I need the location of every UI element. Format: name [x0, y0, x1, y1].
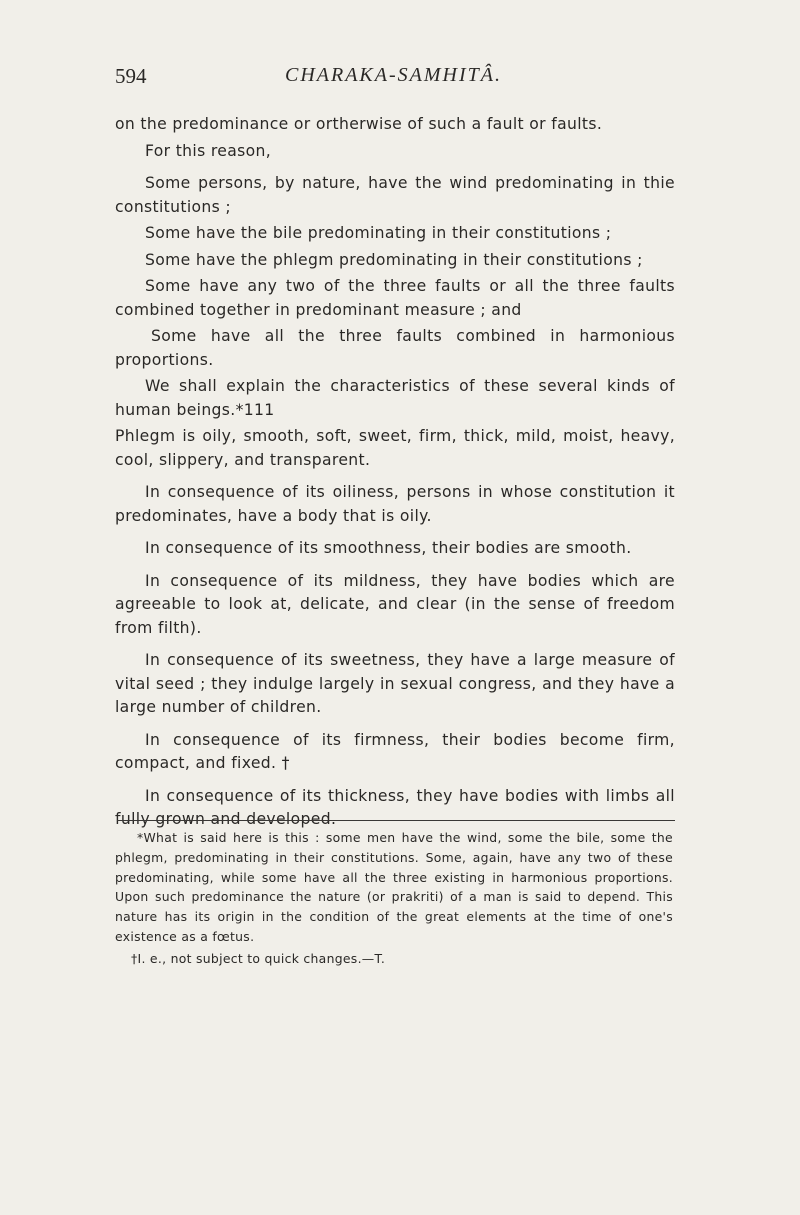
paragraph: For this reason,: [145, 141, 272, 160]
paragraph: on the predominance or ortherwise of such a fault or faults.: [115, 115, 603, 133]
paragraph: Some have the phlegm predominating in their constitutions ;: [145, 250, 643, 269]
running-title: CHARAKA-SAMHITÂ.: [285, 64, 502, 86]
paragraph: In consequence of its thickness, they have bodies with limbs all fully grown and developed.: [115, 786, 675, 828]
footnote: †I. e., not subject to quick changes.—T.: [131, 950, 386, 966]
paragraph: In consequence of its oiliness, persons in whose constitution it predominates, have a body that is oily.: [115, 483, 675, 525]
page-header: [115, 64, 675, 94]
paragraph: In consequence of its mildness, they have bodies which are agreeable to look at, delicate, and clear (in the sense of freedom from filth).: [115, 571, 675, 637]
footnote: *What is said here is this : some men have the wind, some the bile, some the phlegm, predominating in their constitutions. Some, again, have any two of these predominating, while some have all the three existing in harmonious proportions. Upon such predominance the nature (or prakriti) of a man is said to depend. This nature has its origin in the condition of the great elements at the time of one's existence as a fœtus.: [115, 830, 673, 944]
paragraph: In consequence of its smoothness, their bodies are smooth.: [145, 539, 632, 557]
footnotes: [115, 828, 673, 969]
paragraph: In consequence of its firmness, their bodies become firm, compact, and fixed. †: [115, 730, 675, 772]
paragraph: Phlegm is oily, smooth, soft, sweet, firm, thick, mild, moist, heavy, cool, slippery, and transparent.: [115, 427, 675, 469]
paragraph: In consequence of its sweetness, they have a large measure of vital seed ; they indulge largely in sexual congress, and they have a large number of children.: [115, 651, 675, 716]
paragraph: Some have any two of the three faults or all the three faults combined together in predominant measure ; and: [115, 277, 675, 319]
page-number: 594: [115, 64, 147, 88]
paragraph: Some persons, by nature, have the wind predominating in thie constitutions ;: [115, 174, 675, 216]
paragraph: Some have the bile predominating in their constitutions ;: [145, 224, 612, 242]
footnote-divider: [117, 820, 675, 821]
paragraph: Some have all the three faults combined in harmonious proportions.: [115, 327, 675, 369]
paragraph: We shall explain the characteristics of these several kinds of human beings.*111: [115, 377, 675, 419]
main-text: [115, 113, 675, 835]
